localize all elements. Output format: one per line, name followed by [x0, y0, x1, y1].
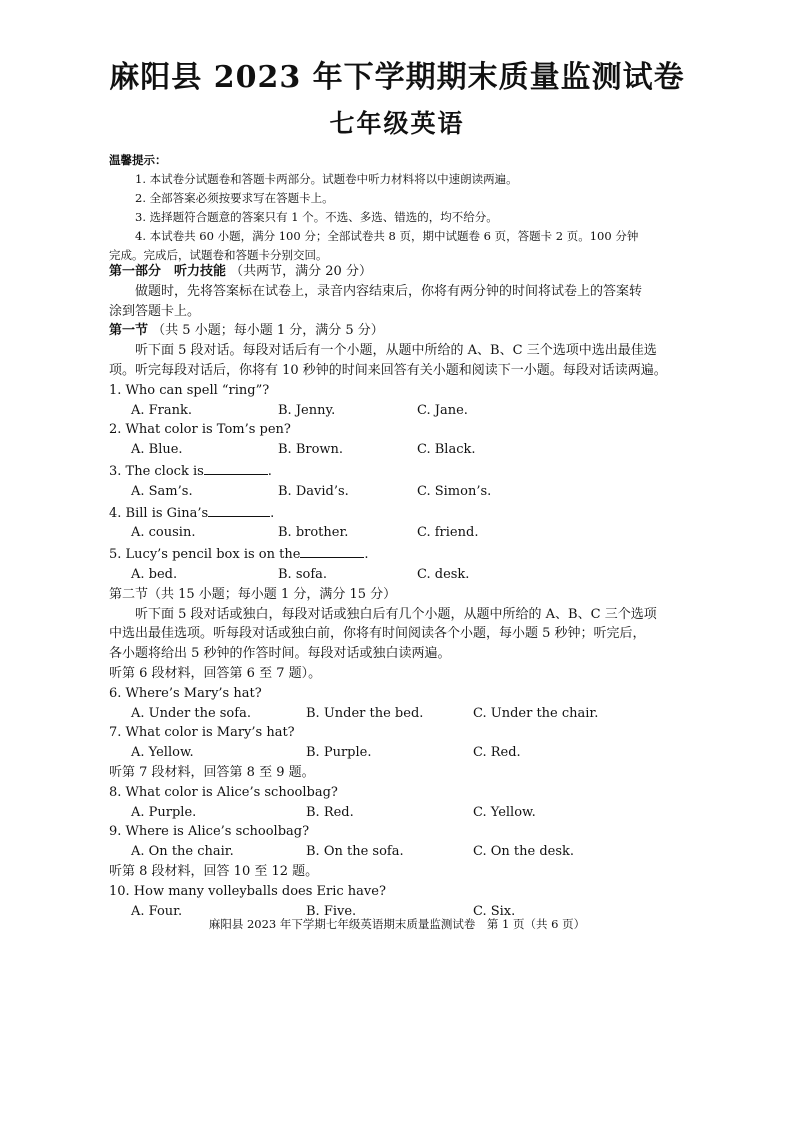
question-text: 3. The clock is	[109, 463, 204, 479]
option-b: B. Purple.	[306, 745, 372, 761]
question-stem: 8. What color is Alice’s schoolbag?	[109, 784, 338, 800]
question-stem: 2. What color is Tom’s pen?	[109, 422, 291, 438]
part1-note: （共两节，满分 20 分）	[230, 264, 372, 279]
question-stem: 1. Who can spell “ring”?	[109, 382, 270, 398]
option-a: A. On the chair.	[131, 844, 234, 860]
option-c: C. friend.	[417, 525, 479, 541]
page-footer: 麻阳县 2023 年下学期七年级英语期末质量监测试卷 第 1 页（共 6 页）	[208, 917, 586, 931]
question-options	[109, 842, 689, 862]
question-end: .	[267, 463, 272, 479]
material-prompt: 听第 7 段材料，回答第 8 至 9 题。	[109, 764, 315, 780]
question-text: 4. Bill is Gina’s	[109, 505, 209, 521]
question-text: 5. Lucy’s pencil box is on the	[109, 547, 301, 563]
note-item: 2. 全部答案必须按要求写在答题卡上。	[135, 191, 334, 205]
notes-box	[109, 151, 689, 265]
part1-instruction: 涂到答题卡上。	[109, 303, 201, 319]
part1-heading	[109, 262, 689, 282]
question-options	[109, 743, 689, 763]
part1-instruction: 做题时，先将答案标在试卷上，录音内容结束后，你将有两分钟的时间将试卷上的答案转	[135, 283, 643, 299]
question-options	[109, 803, 689, 823]
question-options	[109, 482, 689, 502]
section2-instruction: 中选出最佳选项。听每段对话或独白前，你将有时间阅读各个小题，每小题 5 秒钟；听完后，	[109, 626, 646, 642]
question-stem: 7. What color is Mary’s hat?	[109, 725, 295, 741]
option-a: A. Frank.	[131, 402, 193, 418]
section1-instruction: 听下面 5 段对话。每段对话后有一个小题，从题中所给的 A、B、C 三个选项中选出最佳选	[135, 343, 657, 359]
question-end: .	[364, 547, 369, 563]
option-b: B. Red.	[306, 804, 354, 820]
option-b: B. Under the bed.	[306, 705, 424, 721]
question-stem: 6. Where’s Mary’s hat?	[109, 685, 262, 701]
notes-heading: 温馨提示：	[109, 153, 167, 167]
option-a: A. Sam’s.	[131, 483, 193, 499]
note-item: 1. 本试卷分试题卷和答题卡两部分。试题卷中听力材料将以中速朗读两遍。	[135, 172, 518, 186]
option-c: C. Red.	[473, 745, 521, 761]
option-b: B. Brown.	[278, 442, 344, 458]
question-options	[109, 523, 689, 543]
section1-note: （共 5 小题；每小题 1 分，满分 5 分）	[152, 323, 384, 339]
option-a: A. Under the sofa.	[131, 705, 251, 721]
option-b: B. sofa.	[278, 566, 328, 582]
option-c: C. Jane.	[417, 402, 468, 418]
option-c: C. Yellow.	[473, 804, 536, 820]
section2-instruction: 各小题将给出 5 秒钟的作答时间。每段对话或独白读两遍。	[109, 646, 451, 662]
option-a: A. Four.	[131, 903, 183, 919]
note-item: 4. 本试卷共 60 小题，满分 100 分；全部试卷共 8 页，期中试题卷 6 页，答题卡 2 页。100 分钟	[135, 229, 639, 243]
question-stem	[109, 460, 689, 482]
option-b: B. brother.	[278, 525, 349, 541]
option-c: C. Black.	[417, 442, 476, 458]
exam-subtitle: 七年级英语	[329, 109, 465, 138]
option-b: B. Five.	[306, 903, 357, 919]
answer-blank	[204, 460, 268, 475]
option-b: B. Jenny.	[278, 402, 336, 418]
option-a: A. Blue.	[131, 442, 183, 458]
note-item: 3. 选择题符合题意的答案只有 1 个。不选、多选、错选的，均不给分。	[135, 210, 498, 224]
option-a: A. bed.	[131, 566, 178, 582]
option-b: B. David’s.	[278, 483, 349, 499]
option-c: C. Six.	[473, 903, 516, 919]
option-a: A. cousin.	[131, 525, 196, 541]
material-prompt: 听第 8 段材料，回答 10 至 12 题。	[109, 863, 319, 879]
question-end: .	[270, 505, 275, 521]
option-c: C. Under the chair.	[473, 705, 599, 721]
option-c: C. Simon’s.	[417, 483, 492, 499]
option-a: A. Purple.	[131, 804, 197, 820]
option-a: A. Yellow.	[131, 745, 194, 761]
question-stem: 9. Where is Alice’s schoolbag?	[109, 824, 310, 840]
question-stem	[109, 543, 689, 565]
answer-blank	[208, 502, 270, 517]
question-stem: 10. How many volleyballs does Eric have?	[109, 883, 386, 899]
option-c: C. On the desk.	[473, 844, 575, 860]
question-options	[109, 401, 689, 421]
question-options	[109, 704, 689, 724]
part1-title: 第一部分 听力技能	[109, 264, 227, 279]
material-prompt: 听第 6 段材料，回答第 6 至 7 题）。	[109, 665, 322, 681]
section1-instruction: 项。听完每段对话后，你将有 10 秒钟的时间来回答有关小题和阅读下一小题。每段对话读两遍。	[109, 362, 667, 378]
question-stem	[109, 502, 689, 524]
section2-instruction: 听下面 5 段对话或独白，每段对话或独白后有几个小题，从题中所给的 A、B、C 三个选项	[135, 606, 657, 622]
exam-body	[109, 262, 689, 921]
option-c: C. desk.	[417, 566, 470, 582]
section1-title: 第一节	[109, 323, 149, 339]
note-item: 完成。完成后，试题卷和答题卡分别交回。	[109, 248, 328, 262]
option-b: B. On the sofa.	[306, 844, 404, 860]
exam-title: 麻阳县 2023 年下学期期末质量监测试卷	[109, 60, 685, 95]
answer-blank	[300, 543, 364, 558]
section1-heading	[109, 321, 689, 341]
question-options	[109, 565, 689, 585]
section2-title: 第二节（共 15 小题；每小题 1 分，满分 15 分）	[109, 586, 397, 602]
question-options	[109, 440, 689, 460]
